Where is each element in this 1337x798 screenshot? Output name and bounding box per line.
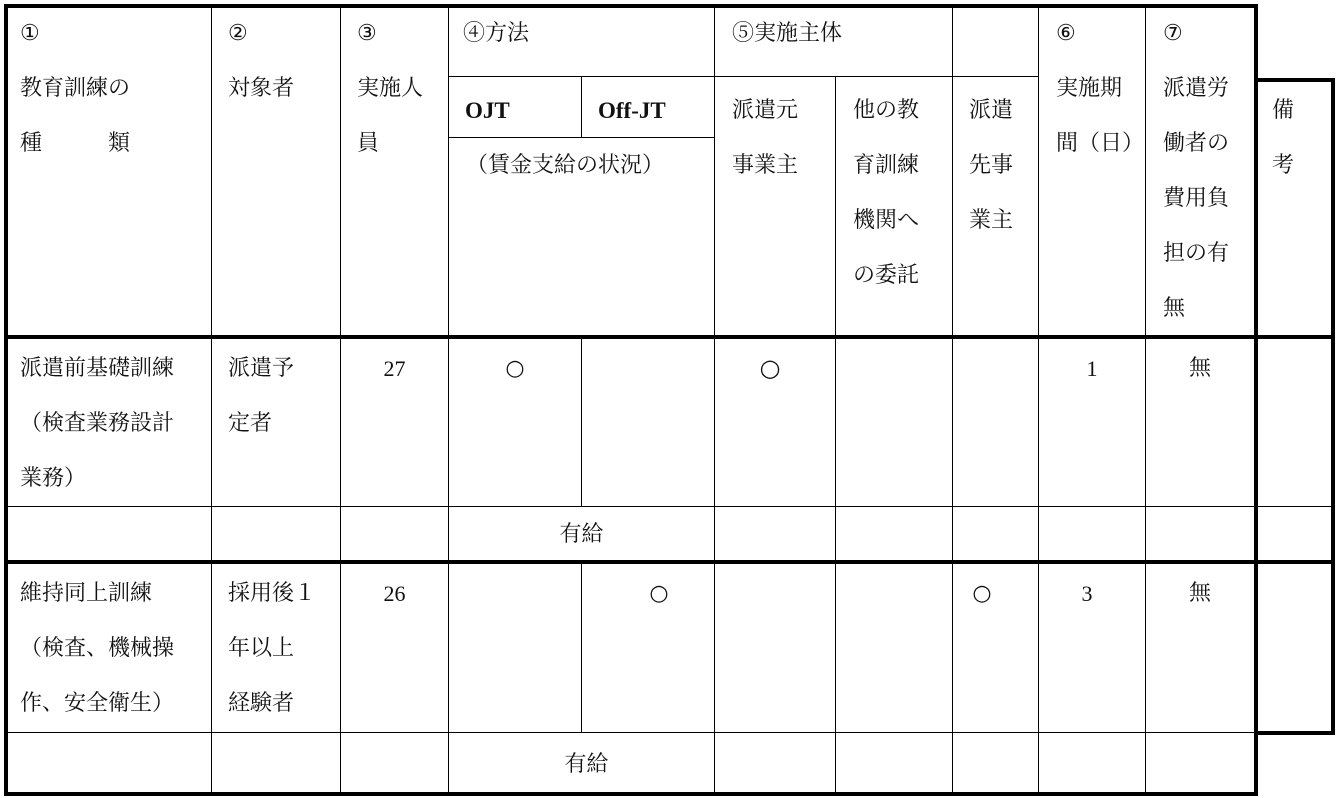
wage-status: 有給: [559, 522, 604, 547]
vline-col2: [211, 8, 212, 792]
wage-status-note: （賃金支給の状況）: [466, 153, 665, 178]
col7-label-line5: 無: [1163, 296, 1186, 321]
itaku-line3: 機関へ: [853, 208, 920, 233]
training-type-line1: 派遣前基礎訓練: [20, 356, 175, 381]
haken-moto-line2: 事業主: [732, 153, 799, 178]
col2-number: ②: [228, 21, 248, 46]
haken-moto-mark: ○: [759, 354, 781, 382]
remarks-label-line2: 考: [1272, 153, 1295, 178]
col2-label: 対象者: [228, 76, 295, 101]
col3-label-line1: 実施人: [357, 76, 424, 101]
col4-title: ④方法: [463, 21, 530, 46]
remarks-bottom-rule: [1254, 731, 1335, 735]
ojt-label: OJT: [465, 98, 510, 123]
training-type-line3: 業務）: [20, 466, 87, 491]
target-line2: 年以上: [228, 636, 295, 661]
col3-label-line2: 員: [357, 131, 380, 156]
cost-burden: 無: [1188, 356, 1211, 381]
target-line3: 経験者: [228, 691, 295, 716]
target-line2: 定者: [228, 411, 273, 436]
vline-col5b: [835, 76, 836, 792]
offjt-label: Off-JT: [598, 98, 666, 123]
remarks-top-rule: [1254, 78, 1335, 82]
header-sub-rule: [448, 76, 1038, 77]
vline-col3: [340, 8, 341, 792]
col7-label-line2: 働者の: [1163, 131, 1230, 156]
col7-number: ⑦: [1163, 21, 1183, 46]
ojt-mark: ○: [505, 356, 525, 381]
vline-col7: [1145, 8, 1146, 792]
col1-number: ①: [20, 21, 40, 46]
col7-label-line4: 担の有: [1163, 241, 1230, 266]
remarks-right-rule: [1331, 78, 1335, 735]
col6-number: ⑥: [1056, 21, 1076, 46]
training-type-line1: 維持同上訓練: [20, 581, 153, 606]
training-type-line2: （検査業務設計: [20, 411, 175, 436]
frame-left: [4, 4, 8, 796]
itaku-line2: 育訓練: [853, 153, 920, 178]
haken-saki-line3: 業主: [969, 208, 1014, 233]
training-type-line3: 作、安全衛生）: [20, 691, 175, 716]
training-type-line2: （検査、機械操: [20, 636, 175, 661]
col6-label-line1: 実施期: [1056, 76, 1123, 101]
col3-number: ③: [357, 21, 377, 46]
vline-ojt-header: [581, 76, 582, 137]
col5-title: ⑤実施主体: [732, 21, 843, 46]
itaku-line4: の委託: [853, 263, 920, 288]
header-bottom-rule: [4, 335, 1335, 339]
col7-label-line1: 派遣労: [1163, 76, 1230, 101]
haken-saki-line2: 先事: [969, 153, 1014, 178]
duration-days: 3: [1081, 581, 1093, 606]
target-line1: 採用後１: [228, 581, 317, 606]
target-line1: 派遣予: [228, 356, 295, 381]
col7-label-line3: 費用負: [1163, 186, 1230, 211]
offjt-mark: ○: [649, 581, 669, 606]
duration-days: 1: [1086, 356, 1098, 381]
col6-label-line2: 間（日）: [1056, 131, 1145, 156]
cost-burden: 無: [1188, 581, 1211, 606]
vline-col4: [448, 8, 449, 792]
haken-saki-mark: ○: [972, 581, 992, 606]
col1-label-line2: 種 類: [20, 131, 131, 156]
itaku-line1: 他の教: [853, 98, 920, 123]
haken-moto-line1: 派遣元: [732, 98, 799, 123]
vline-col5: [714, 8, 715, 792]
vline-col6: [1038, 8, 1039, 792]
haken-saki-line1: 派遣: [969, 98, 1014, 123]
vline-col5c: [952, 8, 953, 792]
wage-status: 有給: [564, 752, 609, 777]
vline-ojt-row1: [581, 339, 582, 506]
row2-wage-rule: [8, 732, 1254, 733]
participant-count: 26: [383, 581, 406, 606]
remarks-label-line1: 備: [1272, 98, 1295, 123]
col1-label-line1: 教育訓練の: [20, 76, 131, 101]
frame-bottom: [4, 792, 1258, 796]
participant-count: 27: [383, 356, 406, 381]
frame-right: [1254, 4, 1258, 796]
